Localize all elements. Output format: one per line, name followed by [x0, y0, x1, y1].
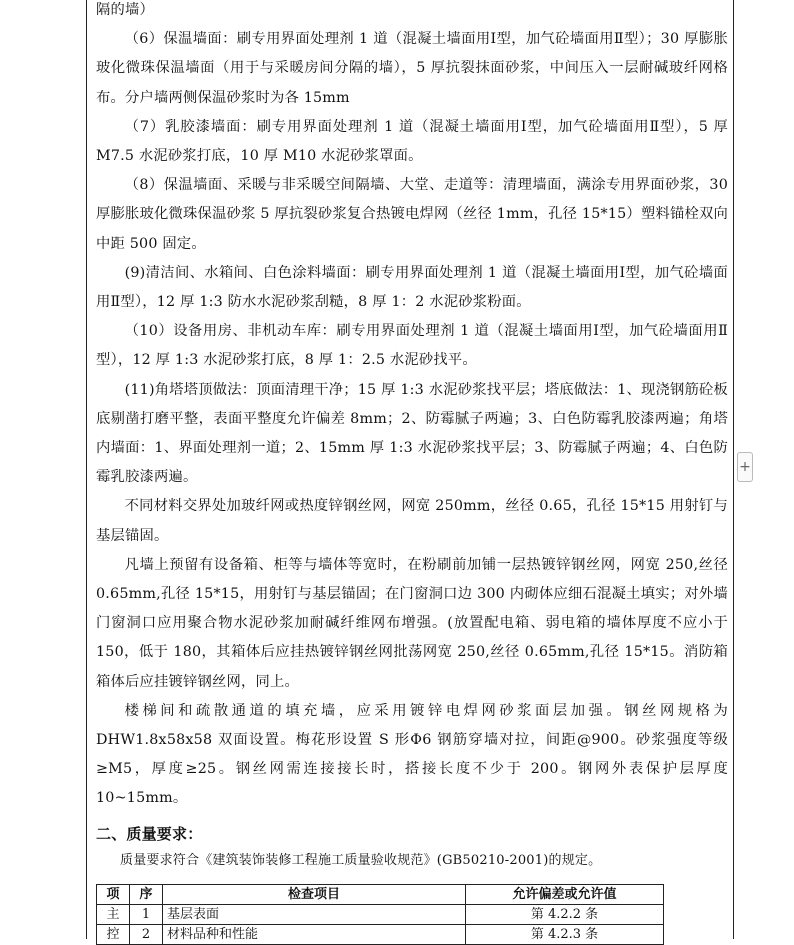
section-heading-quality: 二、质量要求：: [96, 824, 203, 843]
table-row: [97, 905, 664, 925]
paragraph-equipment-box: 凡墙上预留有设备箱、柜等与墙体等宽时，在粉刷前加铺一层热镀锌钢丝网，网宽 250,丝径 0.65mm,孔径 15*15，用射钉与基层锚固；在门窗洞口边 300 内砌体应细石混凝土填实；对外墙门窗洞口应用聚合物水泥砂浆加耐碱纤维网布增强。(放置配电箱、弱电箱的墙体厚度不应小于 150，低于 180，其箱体后应挂热镀锌钢丝网批荡网宽 250,丝径 0.65mm,孔径 15*15。消防箱箱体后应挂镀锌钢丝网，同上。: [96, 556, 728, 690]
row-category: 控: [97, 925, 130, 945]
row-tolerance: 第 4.2.3 条: [466, 925, 664, 945]
table-row: [97, 925, 664, 945]
quality-table: [96, 884, 664, 945]
paragraph-material-junction: 不同材料交界处加玻纤网或热度锌钢丝网，网宽 250mm，丝径 0.65，孔径 15*15 用射钉与基层锚固。: [96, 498, 728, 544]
row-number: 1: [130, 905, 163, 925]
table-header-row: [97, 885, 664, 905]
row-check-item: 材料品种和性能: [163, 925, 466, 945]
quality-note: 质量要求符合《建筑装饰装修工程施工质量验收规范》(GB50210-2001)的规定。: [120, 852, 602, 868]
row-tolerance: 第 4.2.2 条: [466, 905, 664, 925]
paragraph-item-11: (11)角塔塔顶做法：顶面清理干净；15 厚 1:3 水泥砂浆找平层；塔底做法：1、现浇钢筋砼板底剔凿打磨平整，表面平整度允许偏差 8mm；2、防霉腻子两遍；3、白色防霉乳胶漆两遍；角塔内墙面：1、界面处理剂一道；2、15mm 厚 1:3 水泥砂浆找平层；3、防霉腻子两遍；4、白色防霉乳胶漆两遍。: [96, 381, 728, 486]
paragraph-item-10: （10）设备用房、非机动车库：刷专用界面处理剂 1 道（混凝土墙面用Ⅰ型，加气砼墙面用Ⅱ型），12 厚 1:3 水泥砂浆打底，8 厚 1：2.5 水泥砂找平。: [96, 323, 728, 369]
paragraph-item-6: （6）保温墙面：刷专用界面处理剂 1 道（混凝土墙面用Ⅰ型，加气砼墙面用Ⅱ型）；30 厚膨胀玻化微珠保温墙面（用于与采暖房间分隔的墙），5 厚抗裂抹面砂浆，中间压入一层耐碱玻纤网格布。分户墙两侧保温砂浆时为各 15mm: [96, 31, 728, 106]
header-category: 项: [97, 885, 130, 905]
row-number: 2: [130, 925, 163, 945]
paragraph-stairwell-infill: 楼梯间和疏散通道的填充墙，应采用镀锌电焊网砂浆面层加强。钢丝网规格为 DHW1.8x58x58 双面设置。梅花形设置 S 形Φ6 钢筋穿墙对拉，间距@900。砂浆强度等级≥M5，厚度≥25。钢丝网需连接接长时，搭接长度不少于 200。钢网外表保护层厚度 10~15mm。: [96, 702, 728, 807]
row-check-item: 基层表面: [163, 905, 466, 925]
row-category: 主: [97, 905, 130, 925]
expand-plus-icon[interactable]: +: [737, 452, 753, 482]
paragraph-item-7: （7）乳胶漆墙面：刷专用界面处理剂 1 道（混凝土墙面用Ⅰ型，加气砼墙面用Ⅱ型），5 厚 M7.5 水泥砂浆打底，10 厚 M10 水泥砂浆罩面。: [96, 118, 728, 165]
paragraph-wall-partition-tail: 隔的墙）: [96, 2, 154, 18]
document-body: [96, 0, 728, 872]
header-number: 序: [130, 885, 163, 905]
header-tolerance: 允许偏差或允许值: [466, 885, 664, 905]
header-check-item: 检查项目: [163, 885, 466, 905]
paragraph-item-9: (9)清洁间、水箱间、白色涂料墙面：刷专用界面处理剂 1 道（混凝土墙面用Ⅰ型，加气砼墙面用Ⅱ型），12 厚 1:3 防水水泥砂浆刮糙，8 厚 1：2 水泥砂浆粉面。: [96, 264, 728, 311]
paragraph-item-8: （8）保温墙面、采暖与非采暖空间隔墙、大堂、走道等：清理墙面，满涂专用界面砂浆，30 厚膨胀玻化微珠保温砂浆 5 厚抗裂砂浆复合热镀电焊网（丝径 1mm，孔径 15*15）塑料锚栓双向中距 500 固定。: [96, 177, 728, 252]
